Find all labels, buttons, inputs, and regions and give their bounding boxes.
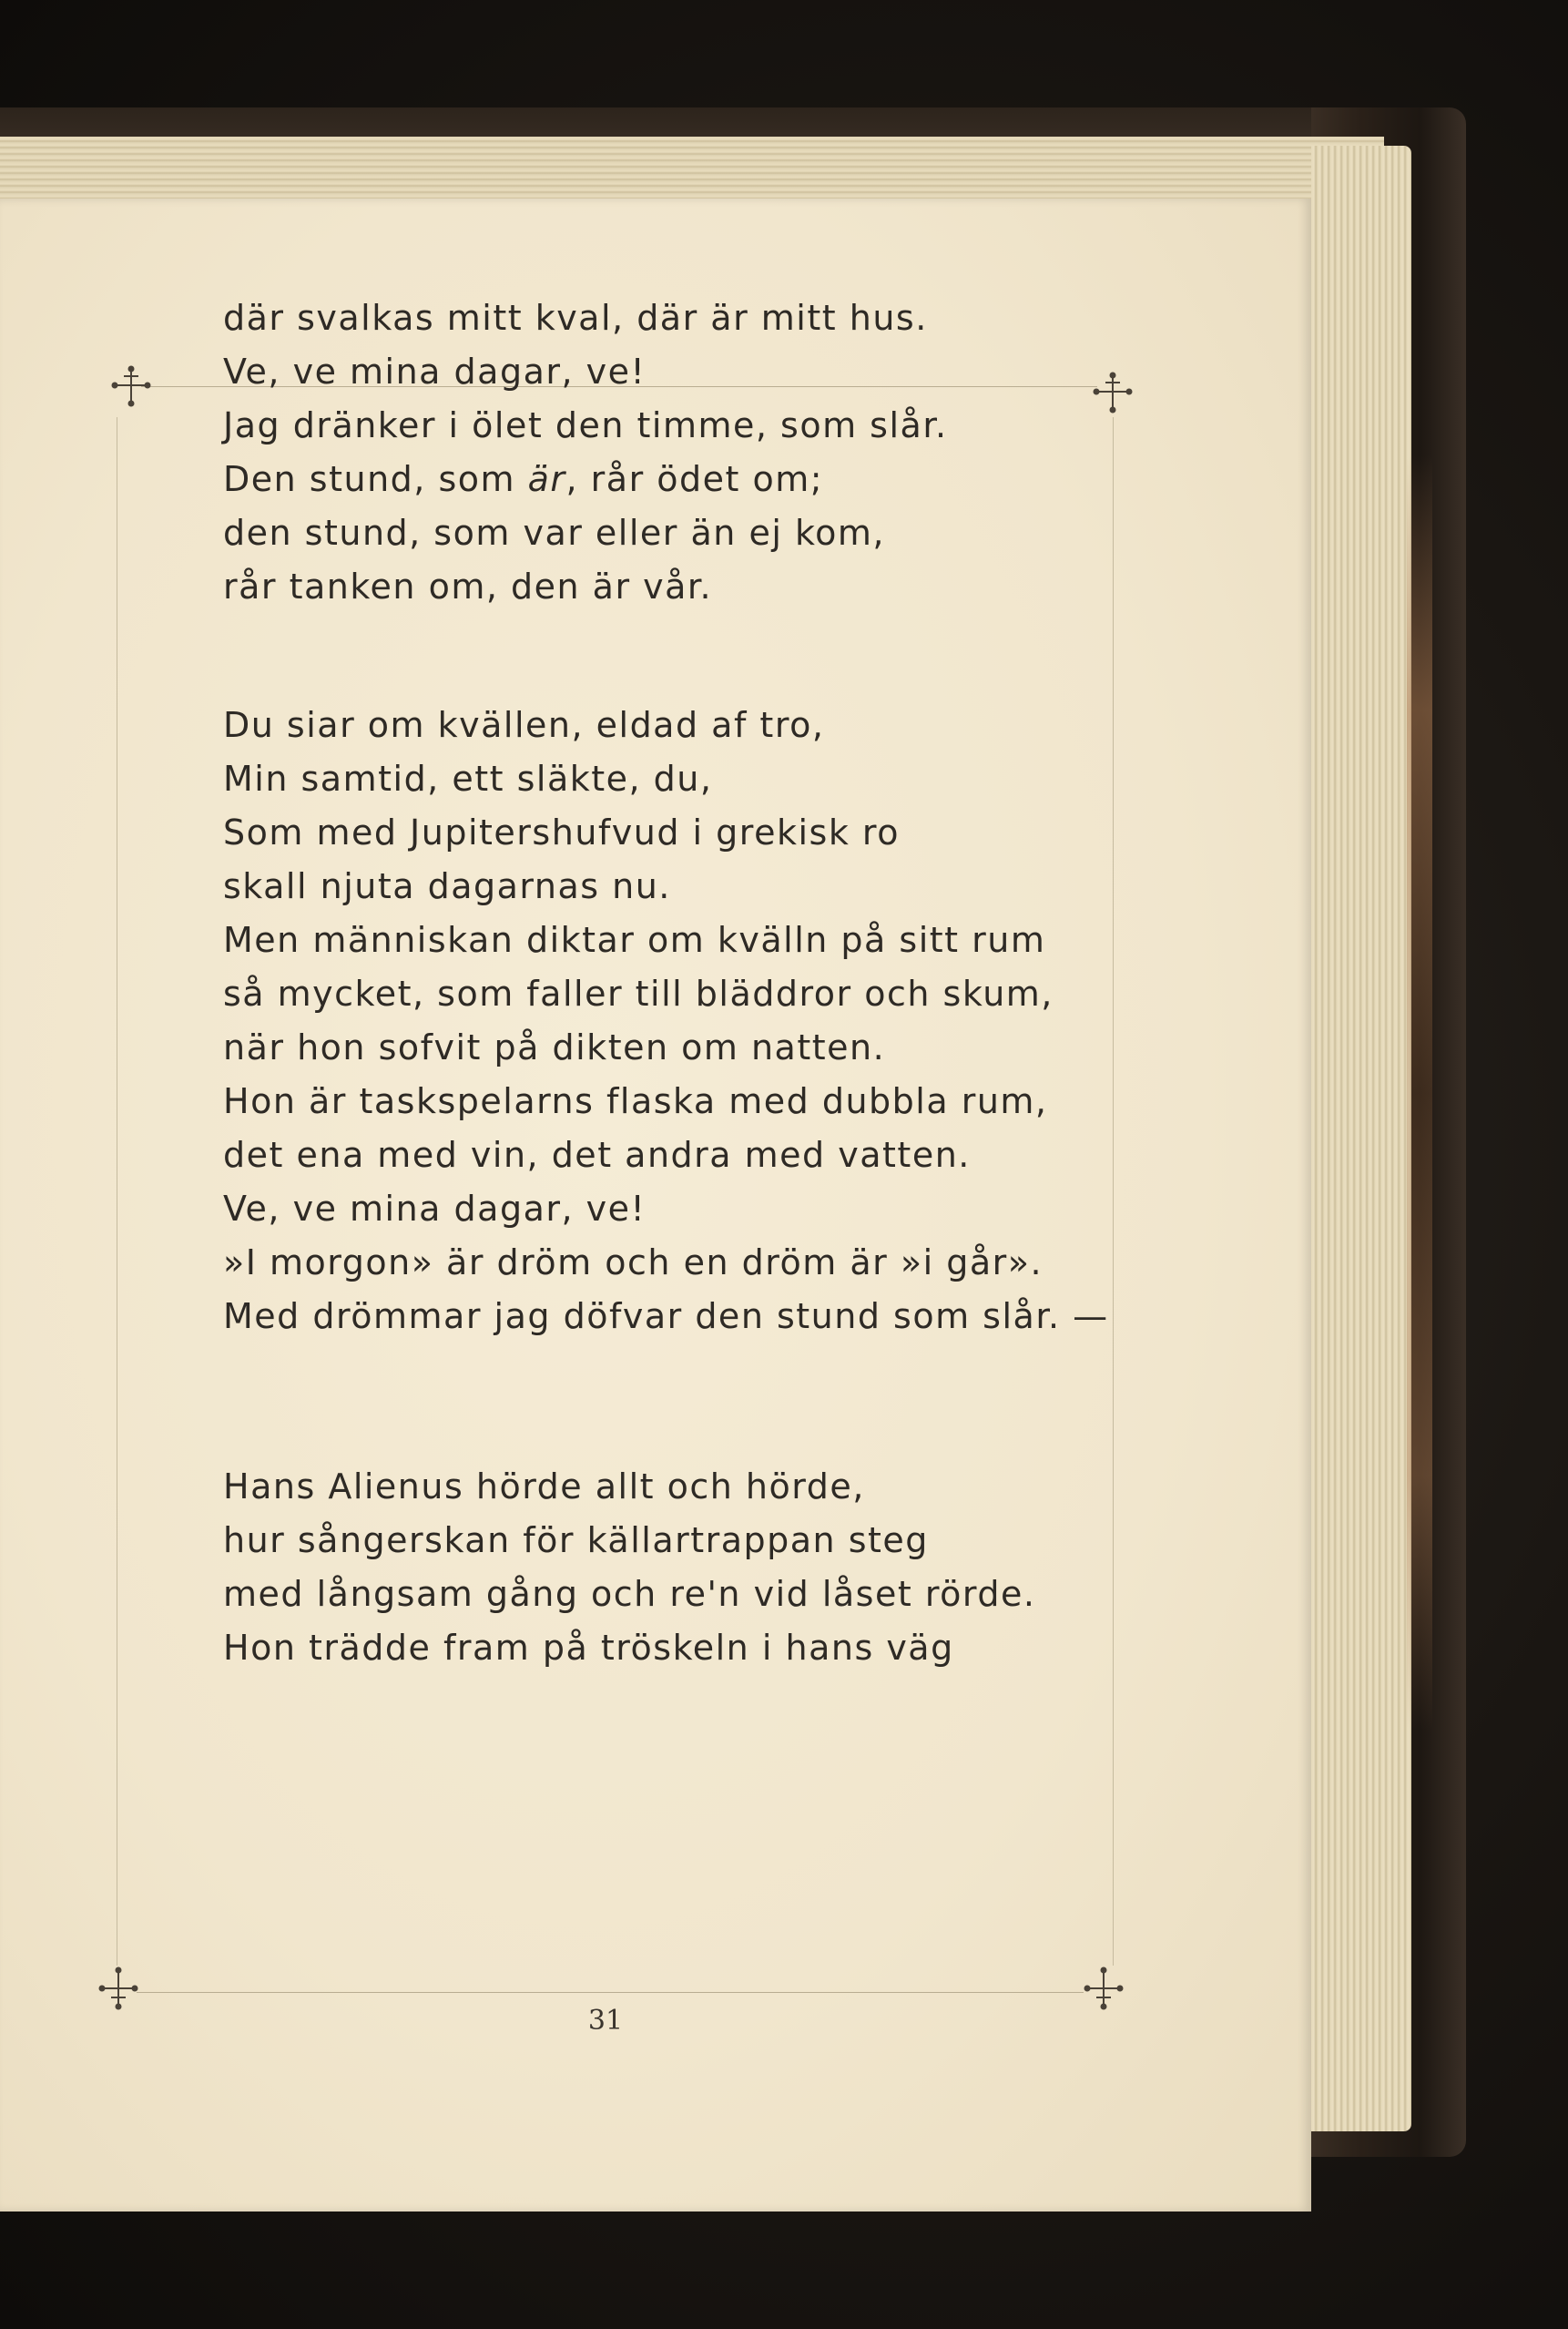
text-line: Hans Alienus hörde allt och hörde, [223, 1466, 865, 1507]
text-segment: , rår ödet om; [565, 459, 824, 499]
stanza-gap [223, 1343, 1134, 1460]
text-line: hur sångerskan för källartrappan steg [223, 1520, 929, 1560]
text-line: Hon trädde fram på tröskeln i hans väg [223, 1628, 954, 1668]
text-line: så mycket, som faller till bläddror och skum, [223, 974, 1054, 1014]
text-line: Som med Jupitershufvud i grekisk ro [223, 812, 900, 853]
text-line: när hon sofvit på dikten om natten. [223, 1027, 886, 1067]
text-segment: Den stund, som [223, 459, 528, 499]
text-line: Ve, ve mina dagar, ve! [223, 1189, 647, 1229]
text-line: rår tanken om, den är vår. [223, 567, 713, 607]
cross-fleuron-icon [89, 1959, 148, 2017]
cross-fleuron-icon [102, 356, 160, 414]
stanza-3 [223, 1460, 1134, 1675]
page-stack-right [1311, 146, 1411, 2131]
text-line: det ena med vin, det andra med vatten. [223, 1135, 971, 1175]
italic-word: är [527, 459, 566, 499]
text-line: Med drömmar jag döfvar den stund som slår. — [223, 1296, 1109, 1336]
stanza-gap [223, 614, 1134, 699]
text-line: Ve, ve mina dagar, ve! [223, 352, 647, 392]
text-line: den stund, som var eller än ej kom, [223, 513, 885, 553]
stanza-2 [223, 699, 1134, 1343]
frame-bottom-rule [137, 1992, 1084, 1993]
text-line: »I morgon» är dröm och en dröm är »i går». [223, 1242, 1044, 1282]
text-line: med långsam gång och re'n vid låset rörde. [223, 1574, 1036, 1614]
poem-text [223, 291, 1134, 1675]
page-number: 31 [587, 2005, 624, 2037]
text-line [223, 453, 1134, 506]
text-line: Du siar om kvällen, eldad af tro, [223, 705, 825, 745]
text-line: där svalkas mitt kval, där är mitt hus. [223, 298, 928, 338]
text-line: Hon är taskspelarns flaska med dubbla rum, [223, 1081, 1048, 1121]
cross-fleuron-icon [1074, 1959, 1133, 2017]
stanza-1 [223, 291, 1134, 614]
text-line: skall njuta dagarnas nu. [223, 866, 671, 906]
text-line: Men människan diktar om kvälln på sitt rum [223, 920, 1046, 960]
worn-cover-edge [1407, 455, 1432, 1731]
text-line: Min samtid, ett släkte, du, [223, 759, 713, 799]
text-line: Jag dränker i ölet den timme, som slår. [223, 405, 948, 445]
